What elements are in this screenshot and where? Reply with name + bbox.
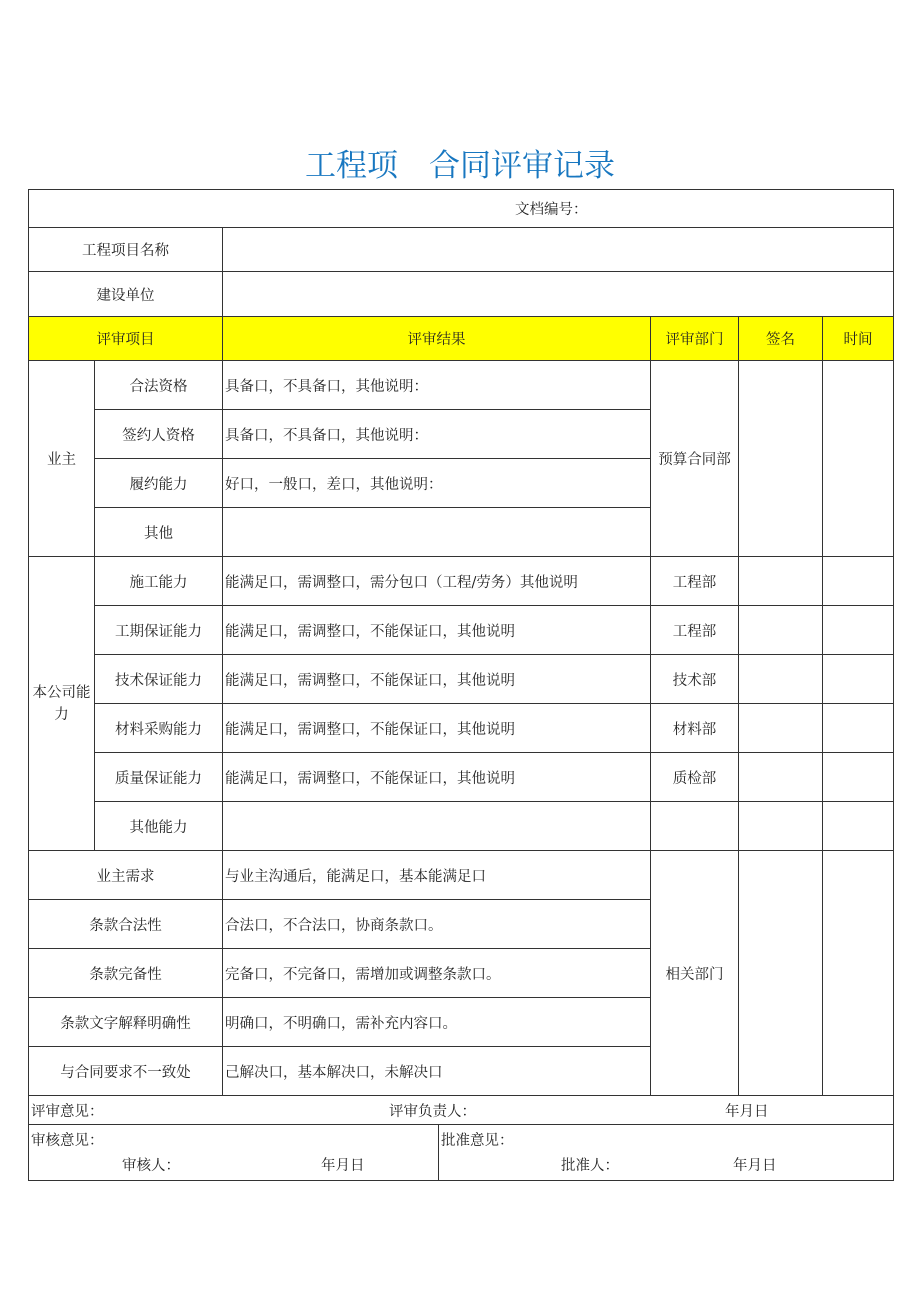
review-result[interactable]: 明确口，不明确口，需补充内容口。 — [223, 998, 651, 1047]
project-name-label: 工程项目名称 — [29, 228, 223, 272]
review-result[interactable]: 具备口，不具备口，其他说明： — [223, 361, 651, 410]
review-item: 其他能力 — [95, 802, 223, 851]
time-cell[interactable] — [823, 802, 894, 851]
review-item: 施工能力 — [95, 557, 223, 606]
review-date-label: 年月日 — [725, 1104, 769, 1120]
audit-opinion-label: 审核意见： — [31, 1133, 104, 1149]
header-result: 评审结果 — [223, 317, 651, 361]
table-row — [29, 704, 894, 753]
table-row — [29, 655, 894, 704]
review-item: 合法资格 — [95, 361, 223, 410]
approve-date-label: 年月日 — [733, 1158, 777, 1174]
auditor-label: 审核人： — [122, 1158, 180, 1174]
header-dept: 评审部门 — [651, 317, 739, 361]
review-leader-label: 评审负责人： — [389, 1104, 476, 1120]
sign-cell[interactable] — [739, 851, 823, 1096]
doc-number-row — [29, 190, 894, 228]
builder-field[interactable] — [223, 272, 894, 317]
project-name-field[interactable] — [223, 228, 894, 272]
approve-section[interactable] — [439, 1125, 894, 1180]
sign-cell[interactable] — [739, 802, 823, 851]
review-item: 签约人资格 — [95, 410, 223, 459]
review-result[interactable]: 能满足口，需调整口，需分包口（工程/劳务）其他说明 — [223, 557, 651, 606]
review-item: 条款文字解释明确性 — [29, 998, 223, 1047]
review-result[interactable]: 能满足口，需调整口，不能保证口，其他说明 — [223, 606, 651, 655]
table-row — [29, 851, 894, 900]
time-cell[interactable] — [823, 851, 894, 1096]
time-cell[interactable] — [823, 361, 894, 557]
review-result[interactable]: 己解决口，基本解决口，未解决口 — [223, 1047, 651, 1096]
header-sign: 签名 — [739, 317, 823, 361]
review-opinion-cell[interactable] — [29, 1096, 894, 1125]
sign-cell[interactable] — [739, 655, 823, 704]
review-item: 条款合法性 — [29, 900, 223, 949]
review-opinion-label: 评审意见： — [31, 1104, 104, 1120]
table-row — [29, 606, 894, 655]
review-dept: 技术部 — [651, 655, 739, 704]
review-result[interactable]: 完备口，不完备口，需增加或调整条款口。 — [223, 949, 651, 998]
review-result[interactable]: 能满足口，需调整口，不能保证口，其他说明 — [223, 655, 651, 704]
review-result[interactable]: 能满足口，需调整口，不能保证口，其他说明 — [223, 704, 651, 753]
sign-cell[interactable] — [739, 361, 823, 557]
review-result[interactable]: 能满足口，需调整口，不能保证口，其他说明 — [223, 753, 651, 802]
review-item: 与合同要求不一致处 — [29, 1047, 223, 1096]
header-time: 时间 — [823, 317, 894, 361]
review-result[interactable] — [223, 508, 651, 557]
review-result[interactable]: 好口，一般口，差口，其他说明： — [223, 459, 651, 508]
sign-cell[interactable] — [739, 753, 823, 802]
review-item: 材料采购能力 — [95, 704, 223, 753]
audit-section[interactable] — [29, 1125, 439, 1180]
approval-row — [29, 1125, 894, 1181]
review-item: 业主需求 — [29, 851, 223, 900]
review-result[interactable]: 具备口，不具备口，其他说明： — [223, 410, 651, 459]
review-dept: 材料部 — [651, 704, 739, 753]
approve-opinion-label: 批准意见： — [441, 1133, 514, 1149]
review-result[interactable]: 与业主沟通后，能满足口，基本能满足口 — [223, 851, 651, 900]
contract-dept: 相关部门 — [651, 851, 739, 1096]
review-item: 其他 — [95, 508, 223, 557]
sign-cell[interactable] — [739, 606, 823, 655]
contract-review-table — [28, 189, 894, 1181]
review-dept: 工程部 — [651, 557, 739, 606]
builder-row — [29, 272, 894, 317]
time-cell[interactable] — [823, 655, 894, 704]
header-item: 评审项目 — [29, 317, 223, 361]
builder-label: 建设单位 — [29, 272, 223, 317]
review-item: 条款完备性 — [29, 949, 223, 998]
header-row — [29, 317, 894, 361]
page-title: 工程项 合同评审记录 — [305, 148, 615, 184]
review-opinion-row — [29, 1096, 894, 1125]
review-item: 工期保证能力 — [95, 606, 223, 655]
review-result[interactable]: 合法口，不合法口，协商条款口。 — [223, 900, 651, 949]
table-row — [29, 557, 894, 606]
sign-cell[interactable] — [739, 704, 823, 753]
review-item: 技术保证能力 — [95, 655, 223, 704]
review-result[interactable] — [223, 802, 651, 851]
time-cell[interactable] — [823, 557, 894, 606]
time-cell[interactable] — [823, 606, 894, 655]
time-cell[interactable] — [823, 753, 894, 802]
review-item: 履约能力 — [95, 459, 223, 508]
sign-cell[interactable] — [739, 557, 823, 606]
table-row — [29, 802, 894, 851]
review-dept: 质检部 — [651, 753, 739, 802]
doc-number-label: 文档编号： — [29, 190, 894, 228]
owner-group-label: 业主 — [29, 361, 95, 557]
review-item: 质量保证能力 — [95, 753, 223, 802]
table-row — [29, 753, 894, 802]
review-dept: 工程部 — [651, 606, 739, 655]
review-dept — [651, 802, 739, 851]
audit-date-label: 年月日 — [321, 1158, 365, 1174]
approver-label: 批准人： — [561, 1158, 619, 1174]
owner-dept: 预算合同部 — [651, 361, 739, 557]
time-cell[interactable] — [823, 704, 894, 753]
project-name-row — [29, 228, 894, 272]
company-group-label: 本公司能力 — [29, 557, 95, 851]
table-row — [29, 361, 894, 410]
